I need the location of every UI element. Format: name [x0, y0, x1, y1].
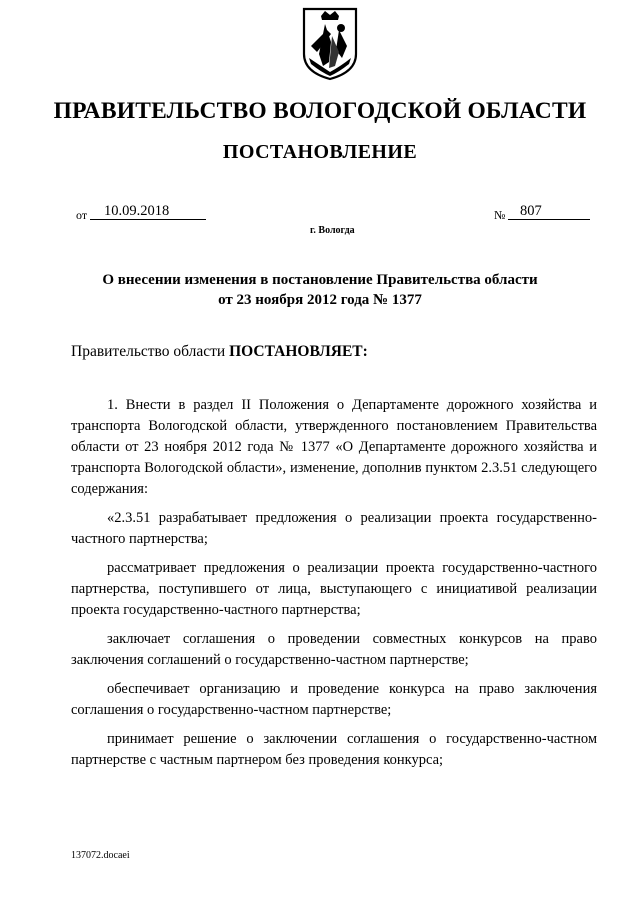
city-name: г. Вологда [310, 225, 355, 236]
body-paragraph-1: 1. Внести в раздел II Положения о Департаменте дорожного хозяйства и транспорта Вологодской области, утвержденного постановлением Правительства области от 23 ноября 2012 года № 1377 «О Департаменте дорожного хозяйства и транспорта Вологодской области», изменение, дополнив пунктом 2.3.51 следующего содержания: [71, 397, 597, 497]
footer-file-name: 137072.docaei [71, 850, 130, 861]
body-item: обеспечивает организацию и проведение конкурса на право заключения соглашения о государственно-частном партнерстве; [71, 681, 597, 718]
document-date: 10.09.2018 [104, 203, 170, 219]
decree-statement [71, 343, 368, 361]
title-line-1: О внесении изменения в постановление Правительства области [102, 272, 538, 288]
decree-prefix: Правительство области [71, 343, 230, 360]
document-title [0, 270, 640, 310]
body-item: заключает соглашения о проведении совместных конкурсов на право заключения соглашений о государственно-частном партнерстве; [71, 631, 597, 668]
body-item: «2.3.51 разрабатывает предложения о реализации проекта государственно-частного партнерства; [71, 510, 597, 547]
title-line-2: от 23 ноября 2012 года № 1377 [218, 292, 422, 308]
document-type: ПОСТАНОВЛЕНИЕ [222, 141, 418, 163]
document-body [71, 395, 597, 771]
body-item: принимает решение о заключении соглашения о государственно-частном партнерстве с частным партнером без проведения конкурса; [71, 731, 597, 768]
number-label: № [494, 208, 506, 222]
organization-name: ПРАВИТЕЛЬСТВО ВОЛОГОДСКОЙ ОБЛАСТИ [53, 98, 587, 124]
body-item: рассматривает предложения о реализации проекта государственно-частного партнерства, поступившего от лица, выступающего с инициативой реализации проекта государственно-частного партнерства; [71, 560, 597, 618]
document-number: 807 [520, 203, 542, 219]
date-label: от [76, 208, 88, 222]
coat-of-arms-emblem [301, 6, 359, 82]
decree-verb: ПОСТАНОВЛЯЕТ: [229, 343, 368, 360]
